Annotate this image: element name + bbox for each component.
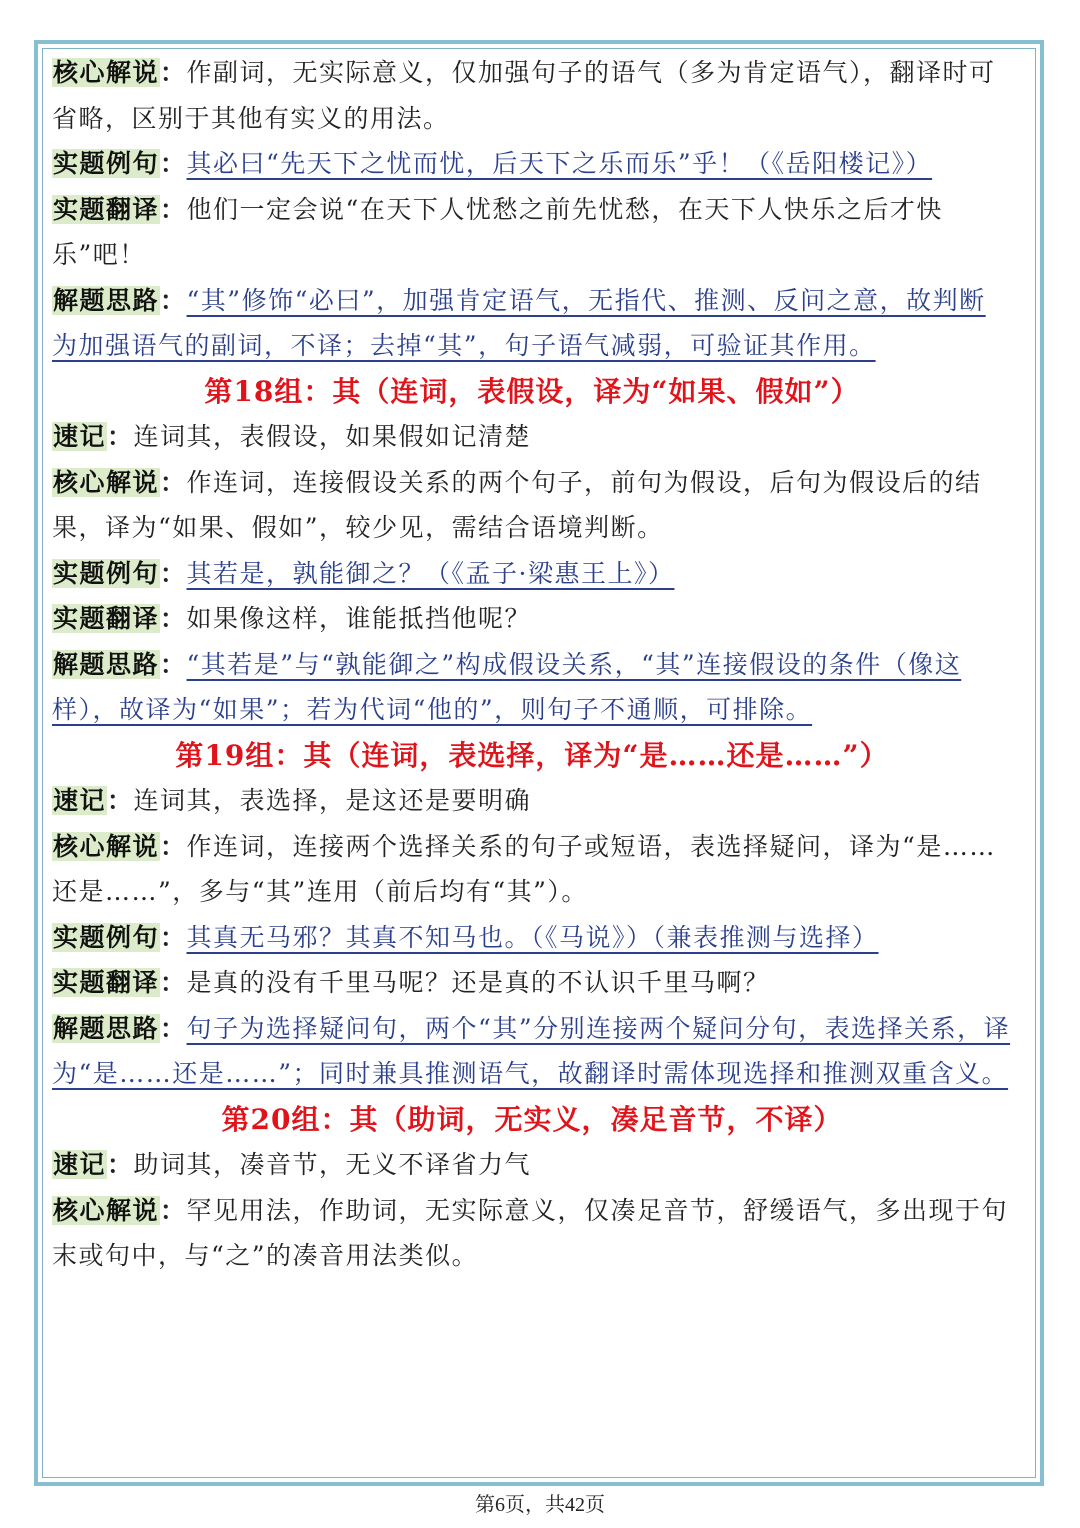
label-colon: ： [160,1195,187,1225]
entry-label: 实题翻译 [53,968,160,997]
entry-text: 如果像这样，谁能抵挡他呢？ [186,604,532,633]
entry-paragraph [52,596,1012,642]
entry-label: 核心解说 [53,467,160,497]
example-text: 句子为选择疑问句，两个“其”分别连接两个疑问分句，表选择关系，译为“是……还是……”；同时兼具推测语气，故翻译时需体现选择和推测双重含义。 [52,1013,1011,1088]
entry-label: 解题思路 [53,649,160,679]
entry-paragraph [52,278,1012,369]
page-footer: 第6页，共42页 [475,1494,605,1516]
example-text: “其”修饰“必曰”，加强肯定语气，无指代、推测、反问之意，故判断为加强语气的副词，不译；去掉“其”，句子语气减弱，可验证其作用。 [52,285,986,360]
entry-paragraph [52,460,1012,551]
entry-paragraph [52,50,1012,141]
entry-label: 实题翻译 [53,604,160,633]
entry-label: 核心解说 [53,831,160,861]
label-colon: ： [160,194,187,224]
example-text: 其若是，孰能御之？（《孟子·梁惠王上》） [186,558,675,588]
label-colon: ： [160,149,187,178]
entry-paragraph [52,551,1012,597]
entry-label: 核心解说 [53,58,160,87]
entry-paragraph [52,824,1012,915]
entry-text: 作连词，连接假设关系的两个句子，前句为假设，后句为假设后的结果，译为“如果、假如”，较少见，需结合语境判断。 [52,467,982,542]
entry-paragraph [52,187,1012,278]
entry-text: 是真的没有千里马呢？还是真的不认识千里马啊？ [186,968,770,997]
entry-paragraph [52,642,1012,733]
entry-label: 解题思路 [53,285,160,315]
entry-paragraph [52,414,1012,460]
entry-label: 实题例句 [53,149,160,178]
label-colon: ： [160,604,187,633]
entry-text: 他们一定会说“在天下人忧愁之前先忧愁，在天下人快乐之后才快乐”吧！ [52,194,943,269]
entry-label: 实题翻译 [53,194,160,224]
entry-paragraph [52,1006,1012,1097]
example-text: 其真无马邪？其真不知马也。（《马说》）（兼表推测与选择） [186,922,879,952]
entry-paragraph [52,1142,1012,1188]
group-heading: 第18组：其（连词，表假设，译为“如果、假如”） [204,374,860,408]
example-text: “其若是”与“孰能御之”构成假设关系，“其”连接假设的条件（像这样），故译为“如果”；若为代词“他的”，则句子不通顺，可排除。 [52,649,962,724]
entry-label: 解题思路 [53,1013,160,1043]
label-colon: ： [160,831,187,861]
label-colon: ： [160,968,187,997]
label-colon: ： [160,922,187,952]
entry-paragraph [52,915,1012,961]
entry-label: 核心解说 [53,1195,160,1225]
example-text: 其必曰“先天下之忧而忧，后天下之乐而乐”乎！（《岳阳楼记》） [186,149,933,178]
entry-text: 作连词，连接两个选择关系的句子或短语，表选择疑问，译为“是……还是……”，多与“其”连用（前后均有“其”）。 [52,831,996,906]
entry-label: 实题例句 [53,922,160,952]
group-heading: 第19组：其（连词，表选择，译为“是……还是……”） [175,738,889,772]
entry-label: 速记 [53,786,107,815]
entry-text: 连词其，表选择，是这还是要明确 [133,786,532,815]
label-colon: ： [160,1013,187,1043]
entry-label: 速记 [53,1150,107,1179]
label-colon: ： [160,285,187,315]
entry-text: 作副词，无实际意义，仅加强句子的语气（多为肯定语气），翻译时可省略，区别于其他有实义的用法。 [52,58,996,133]
entry-paragraph [52,778,1012,824]
label-colon: ： [107,422,134,451]
label-colon: ： [107,1150,134,1179]
entry-paragraph [52,960,1012,1006]
entry-label: 实题例句 [53,558,160,588]
label-colon: ： [160,649,187,679]
label-colon: ： [160,467,187,497]
label-colon: ： [160,58,187,87]
label-colon: ： [107,786,134,815]
entry-label: 速记 [53,422,107,451]
group-heading: 第20组：其（助词，无实义，凑足音节，不译） [221,1102,843,1136]
entry-paragraph [52,1188,1012,1279]
entry-text: 助词其，凑音节，无义不译省力气 [133,1150,532,1179]
label-colon: ： [160,558,187,588]
document-body [52,50,1012,1279]
entry-text: 连词其，表假设，如果假如记清楚 [133,422,532,451]
entry-text: 罕见用法，作助词，无实际意义，仅凑足音节，舒缓语气，多出现于句末或句中，与“之”的凑音用法类似。 [52,1195,1009,1270]
entry-paragraph [52,141,1012,187]
